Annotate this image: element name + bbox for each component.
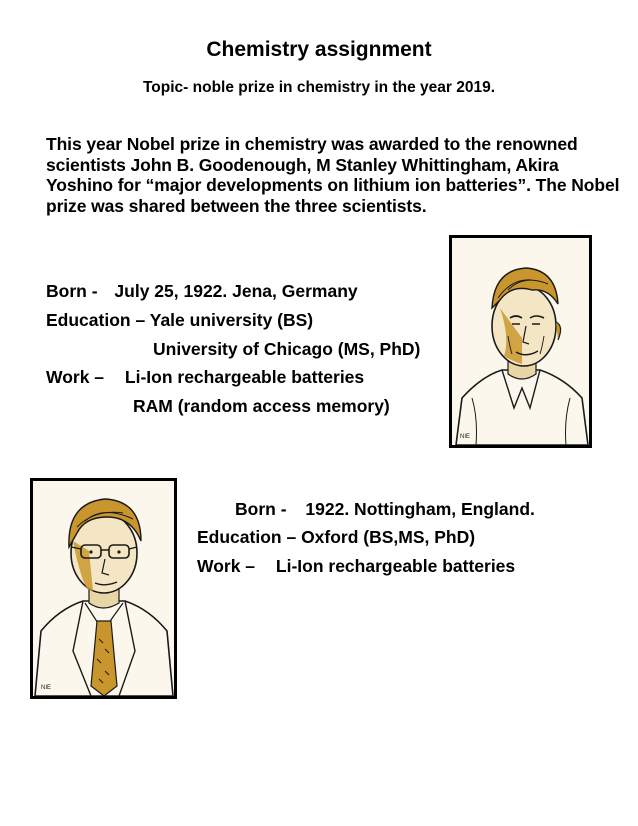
- intro-paragraph: This year Nobel prize in chemistry was awarded to the renowned scientists John B. Goodenough, M Stanley Whittingham, Akira Yoshino for “major developments on lithium ion batteries”. The Nobel prize was shared between the three scientists.: [46, 134, 620, 216]
- portrait-goodenough: [449, 235, 592, 448]
- svg-text:NIE: NIE: [460, 434, 471, 440]
- s1-born-row: [46, 281, 358, 302]
- s1-born-value: July 25, 1922. Jena, Germany: [114, 281, 358, 301]
- svg-text:NIE: NIE: [41, 685, 52, 691]
- s1-education-line1: Yale university (BS): [149, 310, 314, 330]
- topic-line: Topic- noble prize in chemistry in the year 2019.: [142, 79, 495, 96]
- s1-education-line2: University of Chicago (MS, PhD): [153, 339, 421, 359]
- s2-born-row: [235, 499, 535, 520]
- s2-education-row: [197, 527, 475, 548]
- s1-born-label: Born -: [46, 281, 98, 301]
- s1-work-line1: Li-Ion rechargeable batteries: [124, 367, 365, 387]
- s1-education-label: Education –: [46, 310, 146, 330]
- s2-education-value: Oxford (BS,MS, PhD): [301, 527, 476, 547]
- s1-work-row: [46, 367, 364, 388]
- s2-work-value: Li-Ion rechargeable batteries: [275, 556, 516, 576]
- portrait-illustration-1: [452, 238, 589, 445]
- s1-work-line2: RAM (random access memory): [133, 396, 390, 416]
- s2-education-label: Education –: [197, 527, 297, 547]
- s2-born-value: 1922. Nottingham, England.: [305, 499, 535, 519]
- s2-work-label: Work –: [197, 556, 256, 576]
- s2-work-row: [197, 556, 515, 577]
- s1-work-label: Work –: [46, 367, 105, 387]
- portrait-whittingham: [30, 478, 177, 699]
- s1-education-row: [46, 310, 313, 331]
- s2-born-label: Born -: [235, 499, 287, 519]
- page-title: Chemistry assignment: [206, 38, 432, 61]
- portrait-illustration-2: [33, 481, 174, 696]
